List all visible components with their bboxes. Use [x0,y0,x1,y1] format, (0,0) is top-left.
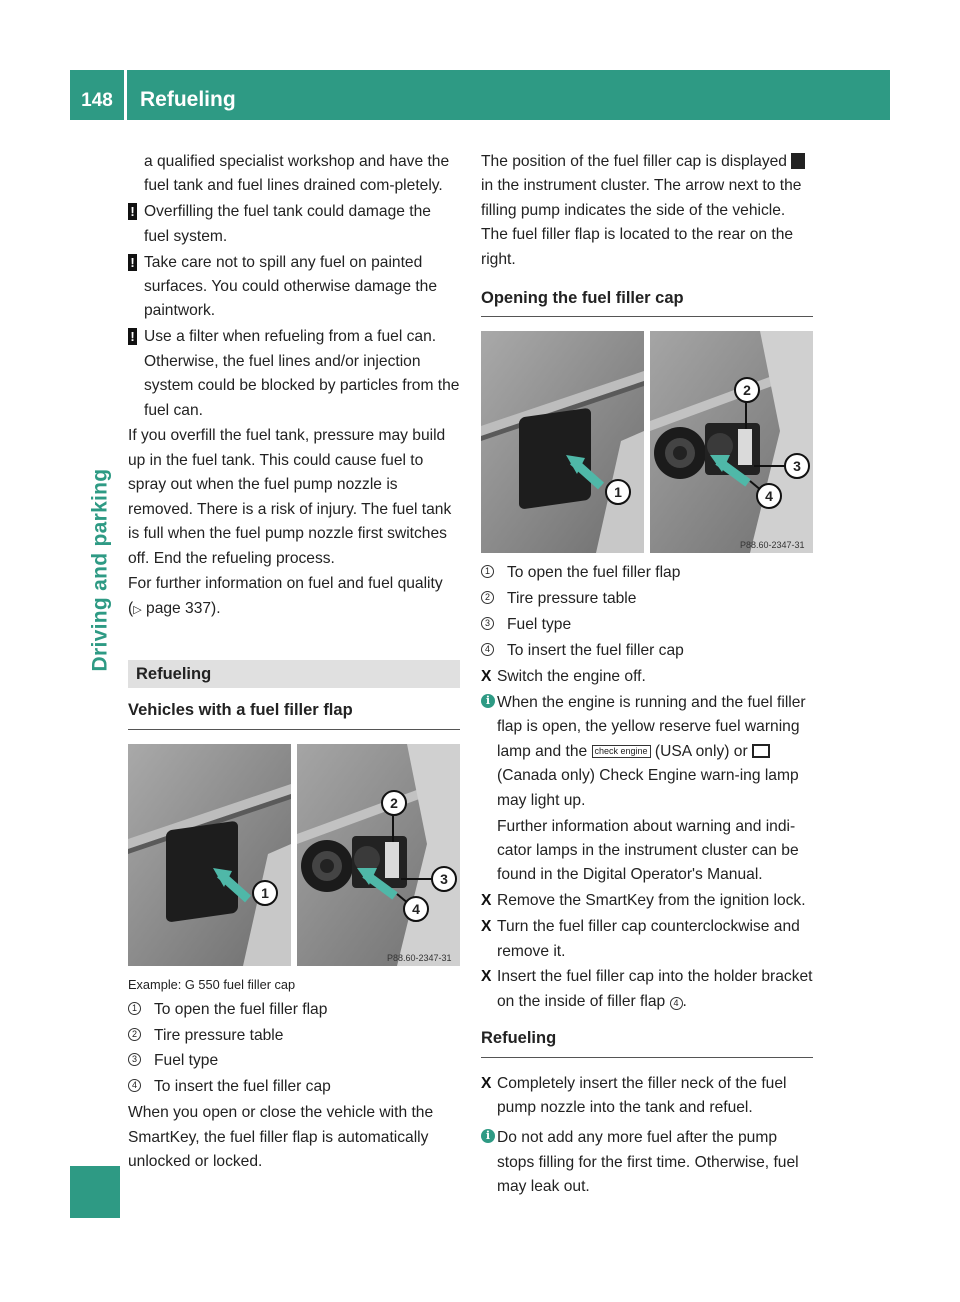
step-item [481,915,813,964]
legend-number: 1 [481,565,494,578]
step-text: Insert the fuel filler cap into the holder bracket on the inside of filler flap [497,968,813,1010]
legend-number: 3 [481,617,494,630]
step-text: Remove the SmartKey from the ignition lock. [497,892,806,910]
photo-panel-open [650,331,813,553]
warning-text: Use a filter when refueling from a fuel can. Otherwise, the fuel lines and/or injection system could be blocked by particles from the fuel can. [144,328,460,419]
legend-item [128,1075,460,1099]
position-text-a: The position of the fuel filler cap is displayed [481,153,787,170]
callout-3: 3 [784,453,810,479]
step-text: Turn the fuel filler cap counterclockwise and remove it. [497,918,800,960]
further-info-ref-open: ( [128,599,134,617]
intro-text: a qualified specialist workshop and have the fuel tank and fuel lines drained com-pletely. [144,153,450,195]
step-text: Switch the engine off. [497,668,646,686]
left-column [128,150,460,1176]
step-text: Completely insert the filler neck of the fuel pump nozzle into the tank and refuel. [497,1074,787,1117]
info-text: (USA only) [654,742,730,760]
info-icon: i [481,694,495,708]
legend-number: 1 [128,1002,141,1015]
legend-ref-4: 4 [670,997,683,1010]
legend-number: 2 [128,1028,141,1041]
page-number: 148 [81,90,113,111]
callout-3: 3 [431,866,457,892]
warning-item [128,325,460,423]
info-text: (Canada only) Check Engine warn-ing lamp may light up. [497,767,799,809]
page-ref-arrow-icon: ▷ [133,603,142,616]
callout-2: 2 [734,377,760,403]
legend-number: 2 [481,591,494,604]
warning-icon: ! [128,328,137,345]
legend-text: Fuel type [507,616,572,634]
step-arrow-icon: X [481,968,492,986]
warning-text: Take care not to spill any fuel on painted surfaces. You could otherwise damage the paintwork. [144,253,438,320]
subheading-refueling: Refueling [481,1026,813,1057]
step-item: X Insert the fuel filler cap into the holder bracket on the inside of filler flap 4 . [481,965,813,1014]
further-info-paragraph [128,572,460,622]
photo-caption: Example: G 550 fuel filler cap [128,976,296,992]
side-tab [85,420,115,720]
check-engine-icon: check engine [592,745,651,758]
legend-text: To open the fuel filler flap [507,564,681,582]
legend-text: To open the fuel filler flap [154,1000,328,1018]
legend-number: 4 [128,1079,141,1092]
position-paragraph [481,150,813,272]
photo-code: P88.60-2347-31 [740,540,805,551]
info-note [481,1126,813,1199]
legend-text: Tire pressure table [154,1026,284,1044]
overfill-paragraph: If you overfill the fuel tank, pressure may build up in the fuel tank. This could cause fuel to spray out when the fuel pump nozzle is removed. There is a risk of injury. The fuel tank is full when the fuel pump nozzle first switches off. End the refueling process. [128,427,452,567]
fuel-pump-icon [791,153,805,169]
callout-4: 4 [403,896,429,922]
step-item [481,665,813,689]
legend-text: To insert the fuel filler cap [154,1078,331,1096]
warning-item [128,200,460,249]
legend-item [481,613,813,637]
legend-item [481,639,813,663]
legend-item [481,561,813,585]
callout-4: 4 [756,483,782,509]
info-icon: i [481,1129,495,1143]
legend-item [128,1049,460,1073]
callout-2: 2 [381,790,407,816]
side-tab-label: Driving and parking [88,468,111,672]
fuel-cap-photo [481,331,813,553]
position-text-b: in the instrument cluster. The arrow next to the filling pump indicates the side of the vehicle. The fuel filler flap is located to the rear on the right. [481,177,802,268]
warning-icon: ! [128,254,137,271]
side-tab-marker [70,1166,120,1218]
fuel-flap-photo [128,744,460,966]
photo-panel-closed [128,744,291,966]
right-column [481,150,813,1201]
legend-number: 3 [128,1053,141,1066]
step-item [481,1072,813,1121]
page-ref-link[interactable]: page 337). [146,599,221,617]
step-arrow-icon: X [481,1074,492,1092]
photo-panel-closed [481,331,644,553]
legend-number: 4 [481,643,494,656]
legend-item [128,998,460,1022]
step-arrow-icon: X [481,892,492,910]
info-further-text: Further information about warning and indi-cator lamps in the instrument cluster can be found in the Digital Operator's Manual. [497,817,799,884]
subheading-filler-flap: Vehicles with a fuel filler flap [128,698,460,729]
step-arrow-icon: X [481,918,492,936]
subheading-open-cap: Opening the fuel filler cap [481,286,813,317]
legend-text: To insert the fuel filler cap [507,642,684,660]
header-divider [124,70,127,120]
photo-code: P88.60-2347-31 [387,952,452,963]
section-band: Refueling [128,660,460,688]
legend-text: Tire pressure table [507,590,637,608]
engine-warning-icon [752,744,770,758]
info-text: When the engine is running and the fuel filler flap is open, the yellow reserve fuel warning lamp and the [497,693,806,760]
info-text: Do not add any more fuel after the pump stops filling for the first time. Otherwise, fuel may leak out. [497,1129,799,1196]
step-arrow-icon: X [481,668,492,686]
legend-text: Fuel type [154,1052,219,1070]
callout-1: 1 [252,880,278,906]
warning-item [128,251,460,324]
legend-item [128,1024,460,1048]
warning-text: Overfilling the fuel tank could damage the fuel system. [144,203,431,245]
further-info-text: For further information on fuel and fuel quality [128,575,443,593]
info-text: or [733,742,748,760]
callout-1: 1 [605,479,631,505]
step-item [481,889,813,913]
photo-panel-open [297,744,460,966]
legend-item [481,587,813,611]
warning-icon: ! [128,203,137,220]
info-note [481,691,813,813]
section-title: Refueling [140,88,236,111]
smartkey-paragraph: When you open or close the vehicle with the SmartKey, the fuel filler flap is automatically unlocked or locked. [128,1104,434,1171]
